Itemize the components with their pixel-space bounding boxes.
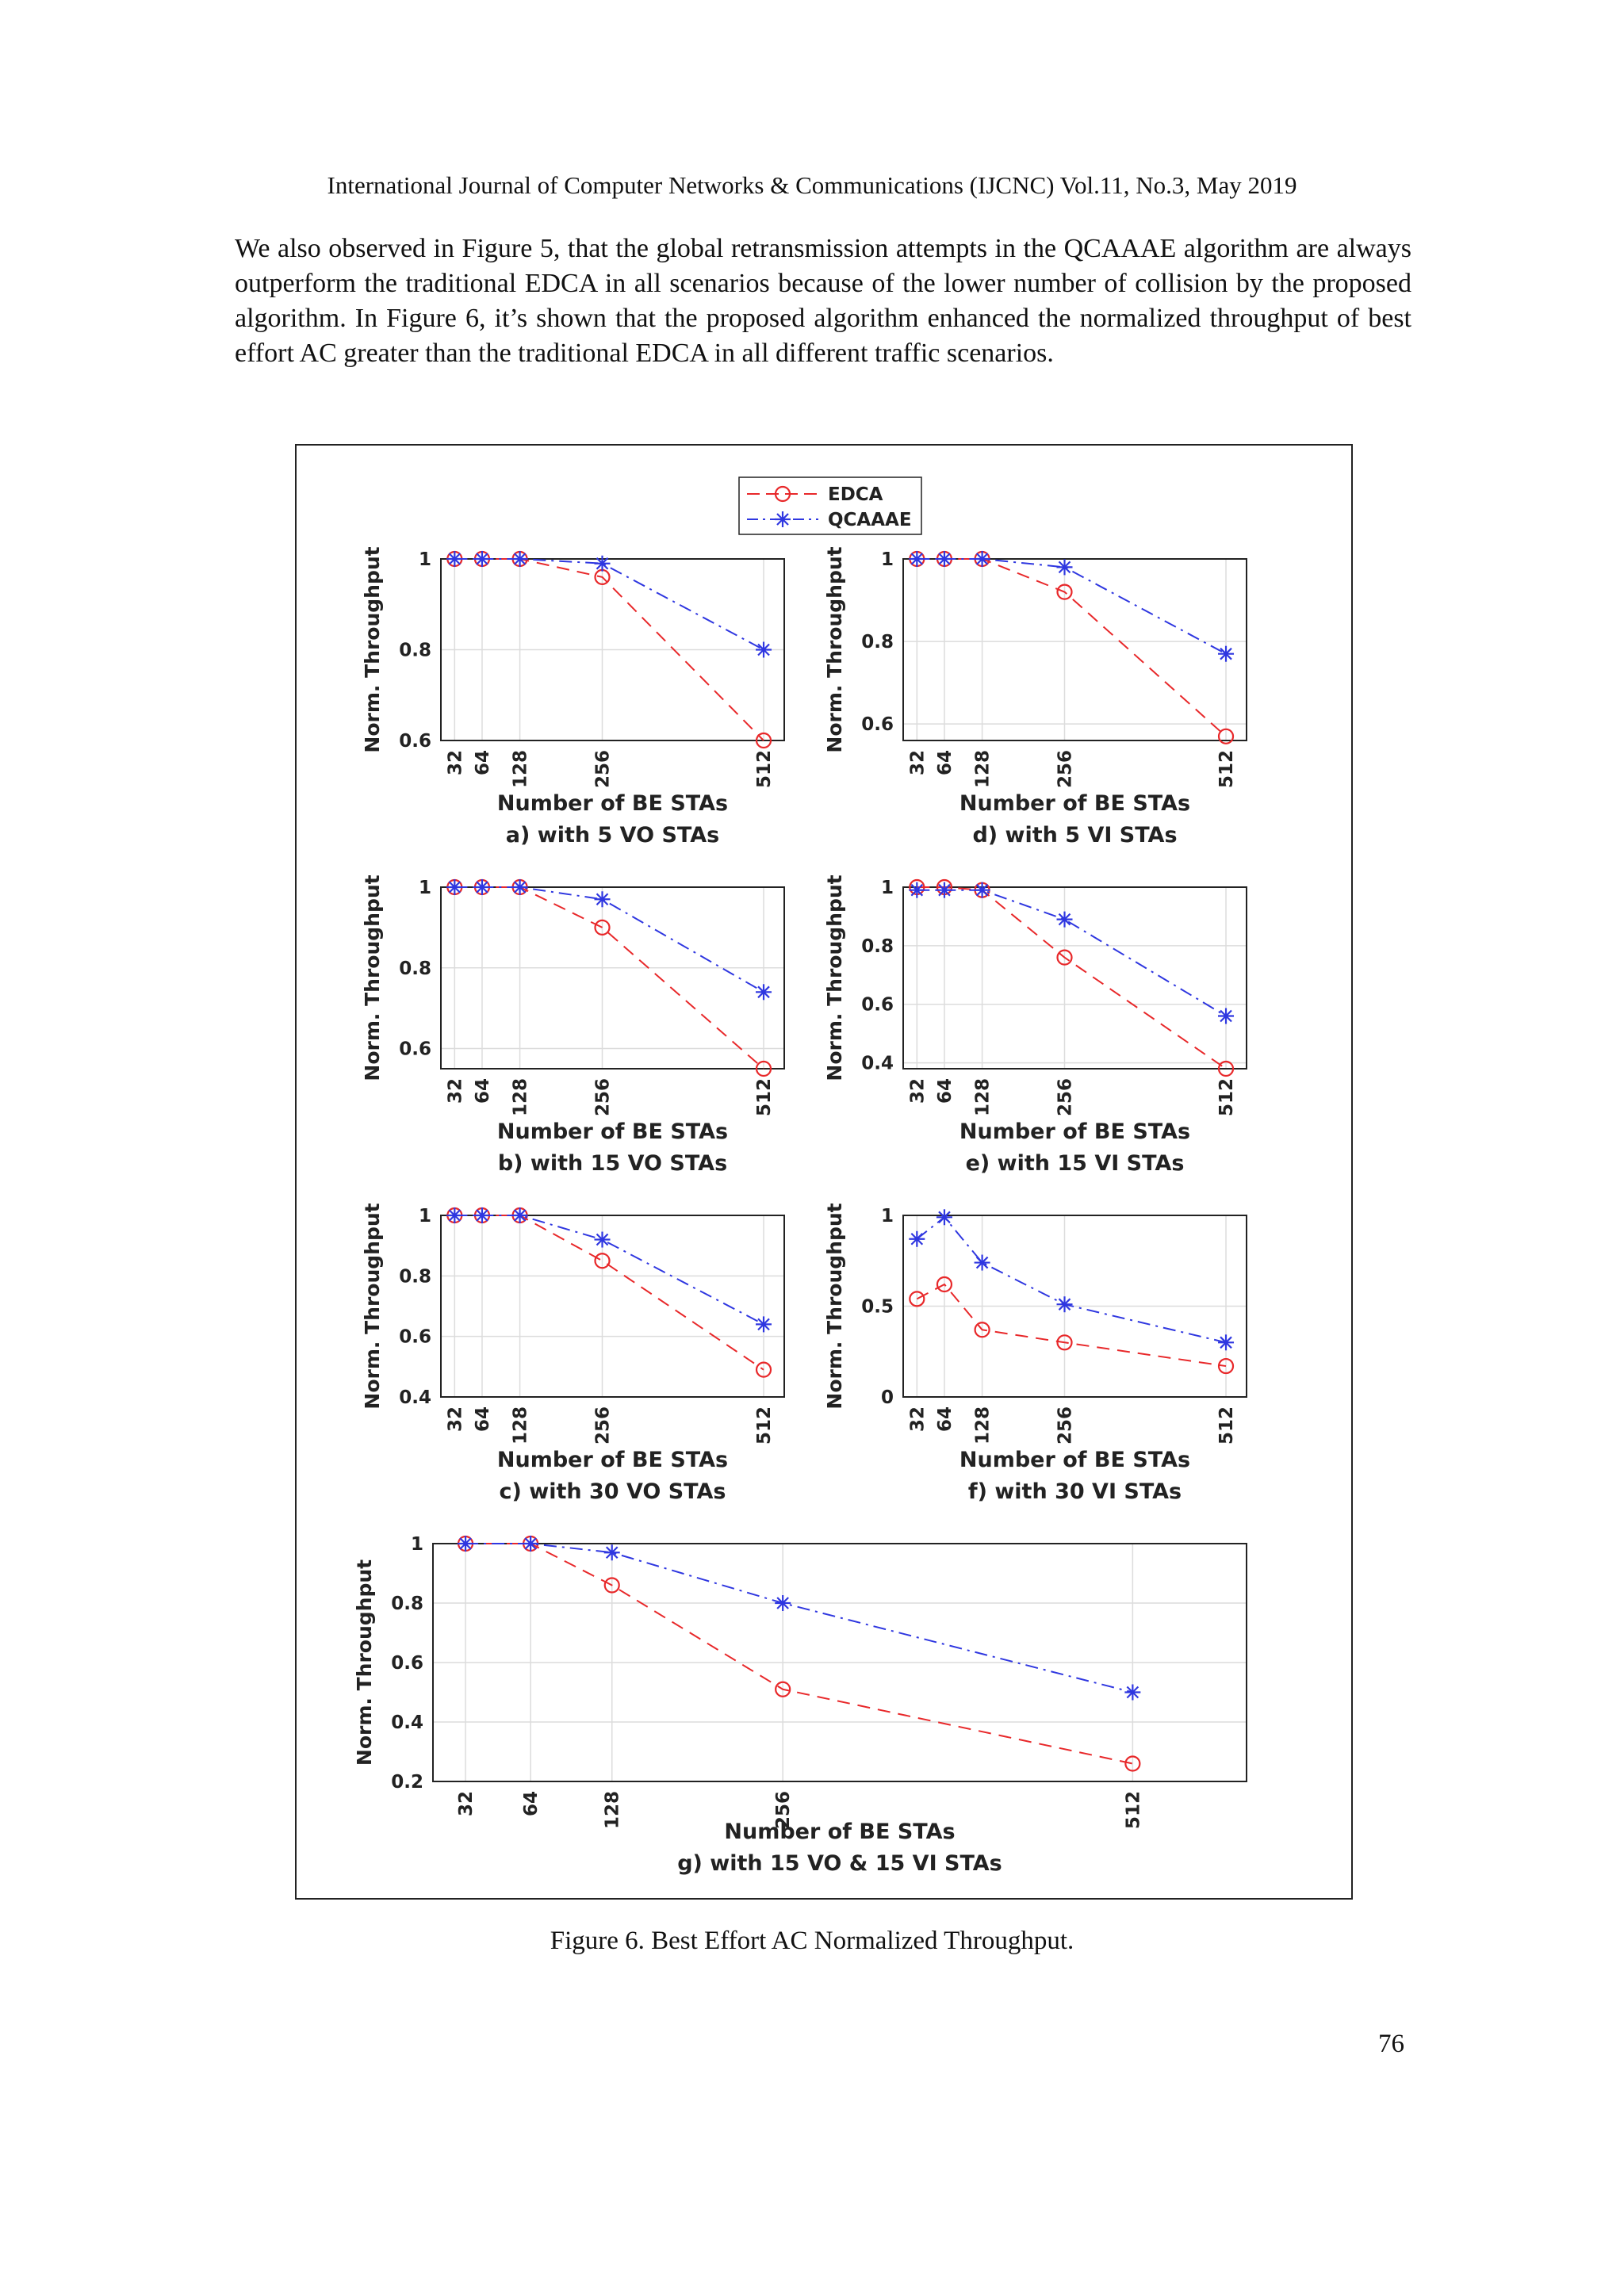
y-axis-label: Norm. Throughput [361, 874, 384, 1081]
grid [903, 1215, 1247, 1397]
data-point-qcaaae [446, 1207, 462, 1223]
y-tick-label: 1 [418, 1206, 431, 1226]
data-point-qcaaae [1057, 559, 1073, 575]
series-line-qcaaae [917, 1217, 1226, 1342]
data-point-qcaaae [1057, 1296, 1073, 1312]
series-line-qcaaae [454, 1215, 764, 1324]
grid [441, 1215, 784, 1397]
y-tick-label: 0.4 [861, 1053, 894, 1074]
x-tick-label: 128 [510, 750, 531, 789]
plot-area [441, 1215, 784, 1397]
y-tick-label: 1 [418, 878, 431, 898]
x-tick-label: 32 [907, 750, 929, 776]
y-tick-label: 0.8 [399, 958, 431, 979]
y-axis-label: Norm. Throughput [361, 1203, 384, 1410]
x-tick-label: 64 [472, 750, 493, 776]
series-line-edca [454, 887, 764, 1069]
x-axis-label: Number of BE STAs [496, 1119, 729, 1144]
series-line-qcaaae [454, 887, 764, 992]
x-tick-label: 256 [592, 1406, 614, 1445]
grid [441, 559, 784, 740]
body-paragraph: We also observed in Figure 5, that the global retransmission attempts in the QCAAAE algorithm are always outperform the traditional EDCA in all scenarios because of the lower number of collision by the proposed algorithm. In Figure 6, it’s shown that the proposed algorithm enhanced the normalized throughput of best effort AC greater than the traditional EDCA in all different traffic scenarios. [235, 234, 1411, 368]
x-tick-label: 256 [773, 1791, 795, 1830]
data-point-qcaaae [446, 879, 462, 895]
x-axis-label: Number of BE STAs [959, 1119, 1191, 1144]
panel-title: b) with 15 VO STAs [497, 1151, 728, 1176]
plot-area [903, 559, 1247, 740]
legend [739, 477, 921, 534]
data-point-qcaaae [756, 1316, 772, 1332]
data-point-qcaaae [975, 1255, 990, 1271]
data-point-qcaaae [1124, 1685, 1140, 1701]
x-tick-label: 128 [602, 1791, 623, 1830]
figure-6 [295, 444, 1353, 1900]
x-tick-label: 256 [592, 750, 614, 789]
y-tick-label: 1 [410, 1534, 423, 1555]
y-tick-label: 1 [880, 549, 894, 570]
x-tick-label: 64 [934, 750, 956, 776]
legend-label: EDCA [828, 484, 883, 505]
x-tick-label: 128 [972, 1406, 994, 1445]
x-tick-label: 256 [1055, 750, 1076, 789]
data-point-qcaaae [1218, 1334, 1234, 1350]
x-axis-label: Number of BE STAs [496, 1448, 729, 1472]
series-line-edca [917, 1284, 1226, 1366]
figure-canvas [297, 446, 1351, 1898]
y-tick-label: 0.6 [391, 1653, 423, 1674]
x-axis-label: Number of BE STAs [724, 1820, 956, 1844]
y-tick-label: 0.4 [399, 1387, 431, 1408]
x-tick-label: 512 [1216, 1406, 1238, 1445]
x-tick-label: 32 [445, 1406, 466, 1433]
series-line-qcaaae [454, 559, 764, 650]
chart-panel-a [361, 546, 784, 848]
x-tick-label: 128 [972, 1078, 994, 1117]
data-point-qcaaae [936, 1209, 952, 1225]
x-tick-label: 512 [1123, 1791, 1144, 1830]
x-tick-label: 128 [510, 1406, 531, 1445]
series-line-edca [917, 559, 1226, 737]
data-point-qcaaae [936, 882, 952, 898]
y-axis-label: Norm. Throughput [823, 1203, 846, 1410]
x-tick-label: 512 [754, 1406, 776, 1445]
x-tick-label: 32 [445, 750, 466, 776]
series-line-edca [917, 887, 1226, 1069]
y-tick-label: 0.2 [391, 1772, 423, 1793]
series-line-qcaaae [917, 890, 1226, 1016]
y-tick-label: 0.8 [399, 640, 431, 661]
grid [433, 1544, 1247, 1781]
panel-title: g) with 15 VO & 15 VI STAs [677, 1851, 1002, 1876]
x-tick-label: 256 [1055, 1078, 1076, 1117]
figure-caption: Figure 6. Best Effort AC Normalized Throughput. [550, 1927, 1074, 1955]
y-axis-label: Norm. Throughput [823, 546, 846, 753]
x-tick-label: 256 [592, 1078, 614, 1117]
x-tick-label: 32 [445, 1078, 466, 1104]
x-tick-label: 128 [510, 1078, 531, 1117]
data-point-qcaaae [909, 1231, 925, 1247]
chart-panel-b [361, 874, 784, 1176]
y-tick-label: 0.6 [399, 731, 431, 752]
data-point-qcaaae [446, 551, 462, 567]
x-tick-label: 512 [754, 750, 776, 789]
grid [903, 887, 1247, 1069]
y-tick-label: 1 [418, 549, 431, 570]
chart-panel-f [823, 1203, 1247, 1504]
data-point-qcaaae [1057, 912, 1073, 928]
x-tick-label: 64 [472, 1078, 493, 1104]
legend-label: QCAAAE [828, 510, 912, 530]
data-point-qcaaae [1218, 646, 1234, 662]
y-axis-label: Norm. Throughput [823, 874, 846, 1081]
data-point-qcaaae [595, 891, 611, 907]
data-point-qcaaae [604, 1544, 620, 1560]
data-point-qcaaae [756, 642, 772, 658]
page-number: 76 [1378, 2030, 1404, 2058]
panel-title: f) with 30 VI STAs [967, 1479, 1182, 1504]
series-line-qcaaae [917, 559, 1226, 654]
y-tick-label: 0.6 [861, 994, 894, 1016]
plot-area [903, 887, 1247, 1069]
x-axis-label: Number of BE STAs [496, 791, 729, 816]
x-axis-label: Number of BE STAs [959, 1448, 1191, 1472]
x-tick-label: 512 [1216, 1078, 1238, 1117]
y-tick-label: 0.6 [399, 1326, 431, 1348]
chart-panel-d [823, 546, 1247, 848]
y-tick-label: 0.8 [861, 632, 894, 653]
y-tick-label: 1 [880, 1206, 894, 1226]
panel-title: d) with 5 VI STAs [972, 823, 1178, 848]
chart-panel-g [353, 1534, 1247, 1876]
y-tick-label: 0.8 [861, 936, 894, 957]
y-tick-label: 0.6 [399, 1039, 431, 1060]
y-axis-label: Norm. Throughput [353, 1559, 376, 1766]
journal-header: International Journal of Computer Networks & Communications (IJCNC) Vol.11, No.3, May 2019 [327, 171, 1297, 199]
y-tick-label: 0.8 [399, 1266, 431, 1288]
x-tick-label: 64 [934, 1406, 956, 1433]
x-tick-label: 256 [1055, 1406, 1076, 1445]
x-tick-label: 64 [472, 1406, 493, 1433]
data-point-qcaaae [1218, 1008, 1234, 1024]
x-tick-label: 64 [934, 1078, 956, 1104]
series-line-edca [465, 1544, 1132, 1764]
data-point-qcaaae [595, 556, 611, 572]
x-tick-label: 512 [754, 1078, 776, 1117]
y-tick-label: 0 [880, 1387, 894, 1408]
y-tick-label: 0.5 [861, 1296, 894, 1318]
data-point-qcaaae [756, 984, 772, 1000]
x-tick-label: 64 [521, 1791, 542, 1817]
grid [903, 559, 1247, 740]
data-point-qcaaae [595, 1232, 611, 1248]
series-line-edca [454, 1215, 764, 1370]
data-point-qcaaae [909, 882, 925, 898]
x-axis-label: Number of BE STAs [959, 791, 1191, 816]
y-axis-label: Norm. Throughput [361, 546, 384, 753]
y-tick-label: 0.8 [391, 1594, 423, 1614]
panel-title: a) with 5 VO STAs [505, 823, 720, 848]
data-point-qcaaae [775, 1595, 791, 1611]
x-tick-label: 32 [456, 1791, 477, 1817]
panel-title: e) with 15 VI STAs [965, 1151, 1185, 1176]
x-tick-label: 512 [1216, 750, 1238, 789]
y-tick-label: 1 [880, 878, 894, 898]
chart-panel-c [361, 1203, 784, 1504]
data-point-qcaaae [523, 1536, 538, 1552]
y-tick-label: 0.4 [391, 1712, 423, 1733]
panel-title: c) with 30 VO STAs [499, 1479, 726, 1504]
x-tick-label: 128 [972, 750, 994, 789]
y-tick-label: 0.6 [861, 714, 894, 736]
series-line-qcaaae [465, 1544, 1132, 1693]
chart-panel-e [823, 874, 1247, 1176]
x-tick-label: 32 [907, 1406, 929, 1433]
x-tick-label: 32 [907, 1078, 929, 1104]
